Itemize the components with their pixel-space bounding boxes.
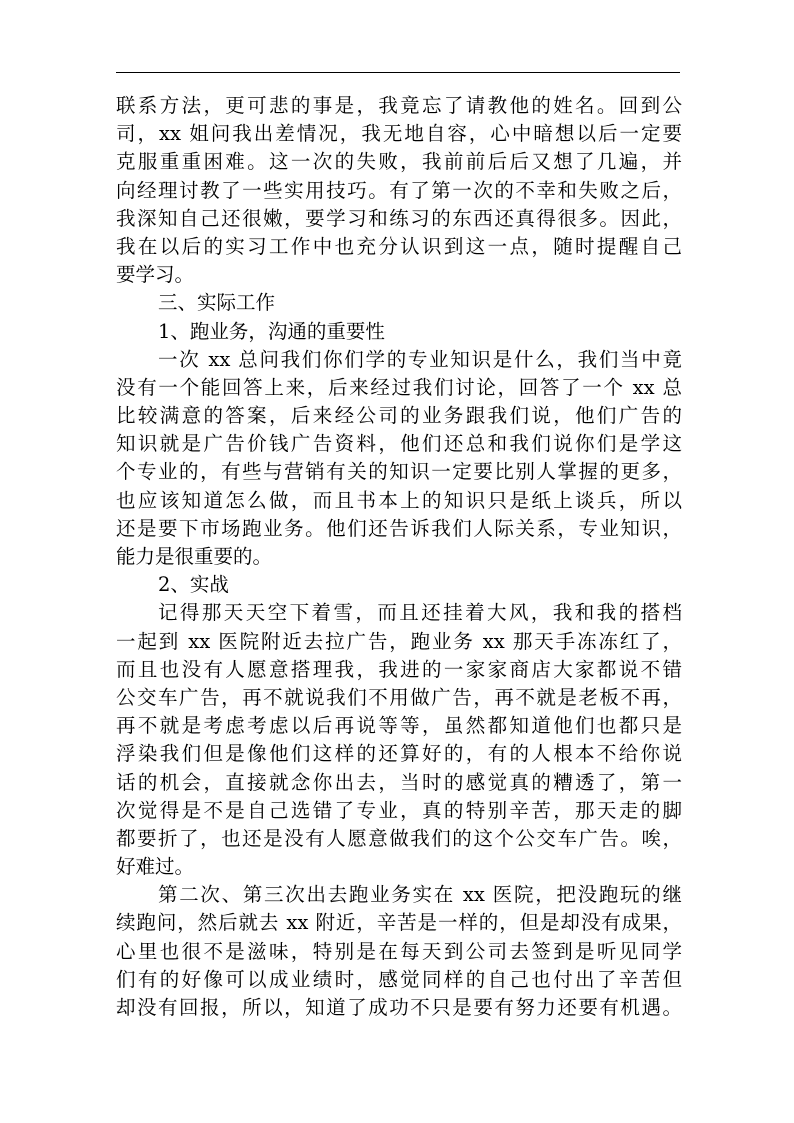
text-line: 记得那天天空下着雪，而且还挂着大风，我和我的搭档: [158, 601, 682, 625]
text-line: 都要折了，也还是没有人愿意做我们的这个公交车广告。唉，: [116, 826, 682, 850]
text-line: 却没有回报，所以，知道了成功不只是要有努力还要有机遇。: [116, 996, 682, 1019]
text-line: 要学习。: [116, 263, 195, 287]
text-line: 司，xx 姐问我出差情况，我无地自容，心中暗想以后一定要: [116, 122, 682, 146]
text-line: 比较满意的答案，后来经公司的业务跟我们说，他们广告的: [116, 404, 682, 428]
text-line: 第二次、第三次出去跑业务实在 xx 医院，把没跑玩的继: [158, 883, 682, 907]
text-line: 公交车广告，再不就说我们不用做广告，再不就是老板不再，: [116, 685, 682, 709]
text-line: 还是要下市场跑业务。他们还告诉我们人际关系，专业知识，: [116, 516, 682, 540]
text-line: 好难过。: [116, 855, 195, 879]
text-line: 话的机会，直接就念你出去，当时的感觉真的糟透了，第一: [116, 770, 682, 794]
text-line: 没有一个能回答上来，后来经过我们讨论，回答了一个 xx 总: [116, 375, 682, 399]
text-line: 个专业的，有些与营销有关的知识一定要比别人掌握的更多，: [116, 460, 682, 484]
header-rule: [116, 72, 680, 73]
text-line: 浮染我们但是像他们这样的还算好的，有的人根本不给你说: [116, 742, 682, 766]
text-line: 再不就是考虑考虑以后再说等等，虽然都知道他们也都只是: [116, 714, 682, 738]
text-line: 我深知自己还很嫩，要学习和练习的东西还真得很多。因此，: [116, 206, 682, 230]
text-line: 我在以后的实习工作中也充分认识到这一点，随时提醒自己: [116, 234, 682, 258]
text-line: 次觉得是不是自己选错了专业，真的特别辛苦，那天走的脚: [116, 798, 682, 822]
text-line: 一起到 xx 医院附近去拉广告，跑业务 xx 那天手冻冻红了，: [116, 629, 682, 653]
text-line: 续跑问，然后就去 xx 附近，辛苦是一样的，但是却没有成果，: [116, 911, 682, 935]
text-line: 知识就是广告价钱广告资料，他们还总和我们说你们是学这: [116, 432, 682, 456]
text-line: 也应该知道怎么做，而且书本上的知识只是纸上谈兵，所以: [116, 488, 682, 512]
text-line: 1、跑业务，沟通的重要性: [158, 319, 385, 343]
text-line: 而且也没有人愿意搭理我，我进的一家家商店大家都说不错: [116, 657, 682, 681]
text-line: 克服重重困难。这一次的失败，我前前后后又想了几遍，并: [116, 150, 682, 174]
text-line: 向经理讨教了一些实用技巧。有了第一次的不幸和失败之后，: [116, 178, 682, 202]
text-line: 们有的好像可以成业绩时，感觉同样的自己也付出了辛苦但: [116, 967, 682, 991]
text-line: 联系方法，更可悲的事是，我竟忘了请教他的姓名。回到公: [116, 94, 682, 117]
text-line: 三、实际工作: [158, 291, 276, 315]
text-line: 2、实战: [158, 573, 229, 597]
text-line: 心里也很不是滋味，特别是在每天到公司去签到是听见同学: [116, 939, 682, 963]
text-line: 能力是很重要的。: [116, 545, 273, 568]
document-body: [116, 92, 682, 1022]
text-line: 一次 xx 总问我们你们学的专业知识是什么，我们当中竟: [158, 347, 682, 371]
